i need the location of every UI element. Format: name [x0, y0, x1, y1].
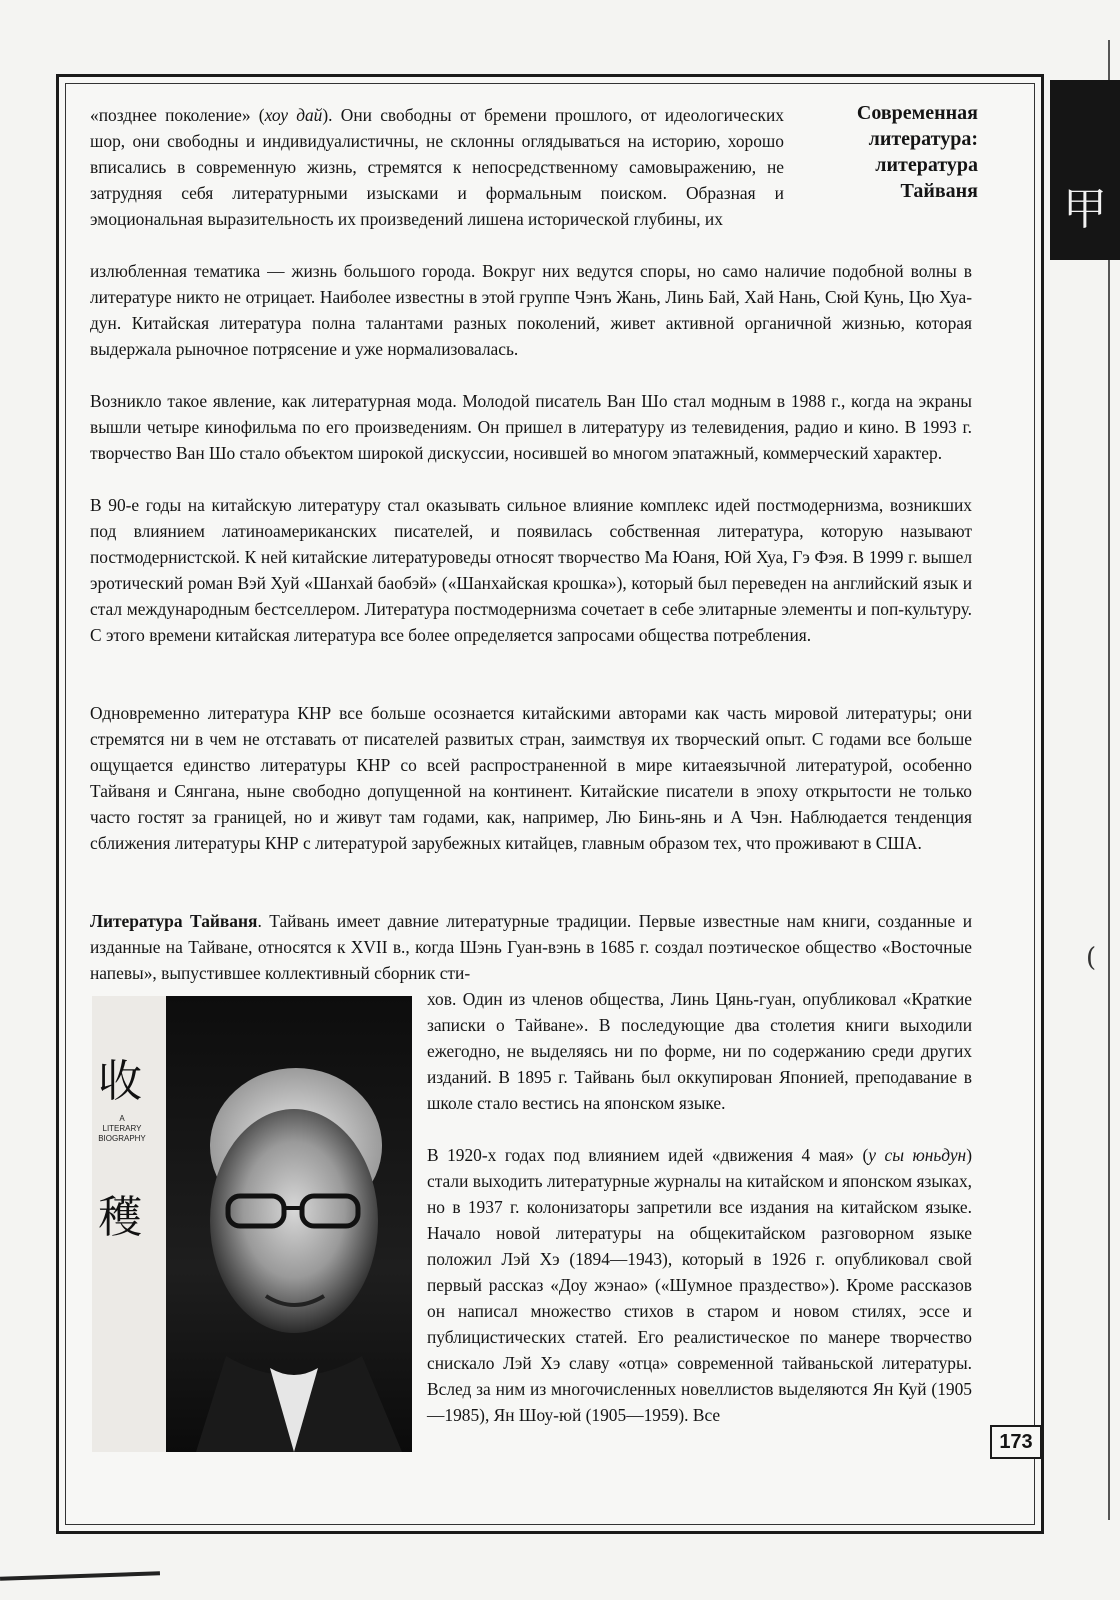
- margin-mark: (: [1086, 943, 1097, 973]
- author-photo: [92, 996, 412, 1452]
- paragraph-opening-continued: излюбленная тематика — жизнь большого города. Вокруг них ведутся споры, но само наличие подобной волны в литературе никто не отрицает. Наиболее известны в этой группе Чэнъ Жань, Линь Бай, Хай Нань, Сюй Кунь, Цю Хуа-дун. Китайская литература полна талантами разных поколений, живет активной органичной жизнью, которая выдержала рыночное потрясение и уже нормализовалась.: [90, 261, 972, 359]
- paragraph-world-literature: Одновременно литература КНР все больше осознается китайскими авторами как часть мировой литературы; они стремятся ни в чем не отставать от писателей развитых стран, заимствуя их творческий опыт. С годами все больше ощущается единство литературы КНР со всей распространенной в мире китаеязычной литературой, особенно Тайваня и Сянгана, ныне свободно допущенной на континент. Китайские писатели в эпоху открытости не только часто гостят за границей, но и живут там годами, как, например, Лю Бинь-янь и А Чэн. Наблюдается тенденция сближения литературы КНР с литературой зарубежных китайцев, главным образом тех, что проживают в США.: [90, 703, 972, 853]
- calligraphy-character: 穫: [98, 1192, 142, 1243]
- paragraph-text: «позднее поколение» (: [90, 105, 265, 125]
- paragraph-literary-fashion: Возникло такое явление, как литературная мода. Молодой писатель Ван Шо стал модным в 1988 г., когда на экраны вышли четыре кинофильма по его произведениям. Он пришел в литературу из телевидения, радио и кино. В 1993 г. творчество Ван Шо стало объектом широкой дискуссии, носившей во многом эпатажный, коммерческий характер.: [90, 391, 972, 463]
- section-tab-glyph: 甲: [1063, 184, 1107, 235]
- portrait-image: [166, 996, 412, 1452]
- section-title: [800, 100, 978, 204]
- page-edge-line: [1108, 40, 1110, 1520]
- photo-caption-line: LITERARY: [102, 1124, 142, 1133]
- photo-caption-line: A: [119, 1114, 125, 1123]
- paragraph-may-fourth: [427, 1142, 972, 1428]
- section-title-line: литература: [875, 154, 978, 176]
- photo-caption-line: BIOGRAPHY: [98, 1134, 146, 1143]
- section-title-line: литература:: [868, 128, 978, 150]
- paragraph-text: ). Они свободны от бремени прошлого, от идеологических шор, они свободны и индивидуалистичны, не склонны оглядываться на историю, хорошо вписались в современную жизнь, стремятся к непосредственному самовыражению, не затрудняя себя литературными изысками и формальным поиском. Образная и эмоциональная выразительность их произведений лишена исторической глубины, их: [90, 105, 784, 229]
- calligraphy-character: 收: [98, 1056, 142, 1107]
- paragraph-opening: [90, 102, 784, 258]
- paragraph-text: В 1920-х годах под влиянием идей «движения 4 мая» (: [427, 1145, 869, 1165]
- scan-artifact: [0, 1571, 160, 1581]
- paragraph-italic-term: у сы юньдун: [868, 1145, 967, 1165]
- paragraph-postmodernism: В 90-е годы на китайскую литературу стал оказывать сильное влияние комплекс идей постмодернизма, возникших под влиянием латиноамериканских писателей, и появилась собственная литература, которую называют постмодернистской. К ней китайские литературоведы относят творчество Ма Юаня, Юй Хуа, Гэ Фэя. В 1999 г. вышел эротический роман Вэй Хуй «Шанхай баобэй» («Шанхайская крошка»), который был переведен на английский язык и стал международным бестселлером. Литература постмодернизма сочетает в себе элитарные элементы и поп-культуру. С этого времени китайская литература все более определяется запросами общества потребления.: [90, 495, 972, 645]
- paragraph-taiwan-history: хов. Один из членов общества, Линь Цянь-гуан, опубликовал «Краткие записки о Тайване». В последующие два столетия книги выходили ежегодно, не выделяясь ни по форме, ни по содержанию среди других изданий. В 1895 г. Тайвань был оккупирован Японией, преподавание в школе стало вестись на японском языке.: [427, 989, 972, 1113]
- paragraph-text: . Тайвань имеет давние литературные традиции. Первые известные нам книги, созданные и изданные на Тайване, относятся к XVII в., когда Шэнь Гуан-вэнь в 1685 г. создал поэтическое общество «Восточные напевы», выпустившее коллективный сборник сти-: [90, 911, 973, 983]
- paragraph-bold-heading: Литература Тайваня: [90, 911, 258, 931]
- section-title-line: Современная: [856, 102, 978, 124]
- paragraph-text: ) стали выходить литературные журналы на китайском и японском языках, но в 1937 г. колонизаторы запретили все издания на китайском языке. Начало новой литературы на общекитайском разговорном языке положил Лэй Хэ (1894—1943), который в 1926 г. опубликовал свой первый рассказ «Доу жэнао» («Шумное праздество»). Кроме рассказов он написал множество стихов в старом и новом стилях, эссе и публицистических статей. Его реалистическое по манере творчество снискало Лэй Хэ славу «отца» современной тайваньской литературы. Вслед за ним из многочисленных новеллистов выделяются Ян Куй (1905—1985), Ян Шоу-юй (1905—1959). Все: [427, 1145, 972, 1425]
- page-number: 173: [990, 1425, 1042, 1459]
- paragraph-taiwan-literature: [90, 908, 972, 986]
- section-title-line: Тайваня: [900, 180, 978, 202]
- section-tab: [1050, 80, 1120, 260]
- paragraph-italic-term: хоу дай: [264, 105, 323, 125]
- portrait-illustration: [166, 996, 412, 1452]
- photo-caption: [92, 1114, 152, 1144]
